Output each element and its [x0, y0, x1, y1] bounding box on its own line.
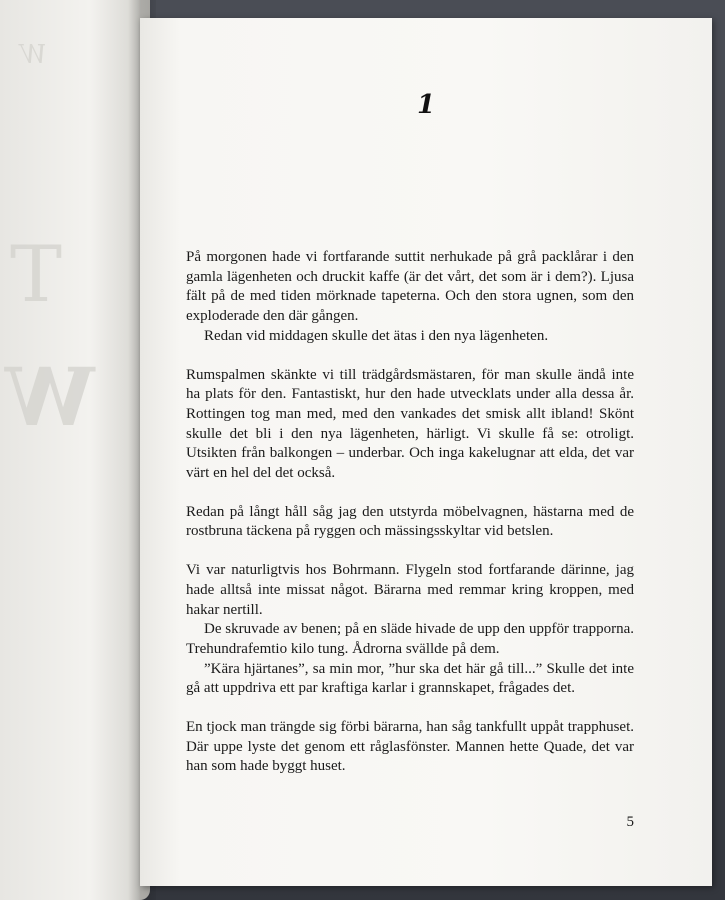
paragraph: Redan vid middagen skulle det ätas i den nya lägenheten.	[204, 327, 549, 344]
paragraph: En tjock man trängde sig förbi bärarna, han såg tankfullt uppåt trapphuset. Där uppe lyste det genom ett råglasfönster. Mannen hette Quade, det var han som hade byggt huset.	[186, 719, 634, 775]
paragraph: Vi var naturligtvis hos Bohrmann. Flygeln stod fortfarande därinne, jag hade alltså inte missat något. Bärarna med remmar kring kroppen, med hakar nertill.	[186, 562, 634, 618]
paragraph: De skruvade av benen; på en släde hivade de upp den uppför trapporna. Trehundrafemtio kilo tung. Ådrorna svällde på dem.	[186, 621, 634, 657]
right-page	[140, 18, 712, 886]
show-through-text: T	[10, 230, 63, 320]
paragraph: ”Kära hjärtanes”, sa min mor, ”hur ska det här gå till...” Skulle det inte gå att uppdriva ett par kraftiga karlar i grannskapet, frågades det.	[186, 660, 634, 697]
paragraph: Rumspalmen skänkte vi till trädgårdsmästaren, för man skulle ändå inte ha plats för den. Fantastiskt, hur den hade utvecklats under alla dessa år. Rottingen tog man med, med den vankades det smisk allt ibland! Skönt skulle det bli i den nya lägenheten, härligt. Vi skulle få se: otroligt. Utsikten från balkongen – underbar. Och inga kakelugnar att elda, det var värt en hel del det också.	[186, 366, 634, 482]
show-through-text: W	[20, 40, 47, 70]
chapter-number: 1	[416, 90, 436, 120]
body-text	[186, 248, 634, 777]
page-number: 5	[626, 814, 634, 830]
paragraph: Redan på långt håll såg jag den utstyrda möbelvagnen, hästarna med de rostbruna täckena på ryggen och mässingsskyltar vid betslen.	[186, 503, 634, 540]
paragraph: På morgonen hade vi fortfarande suttit nerhukade på grå packlårar i den gamla lägenheten och druckit kaffe (är det vårt, det som är i dem?). Ljusa fält på de med tiden mörknade tapeterna. Och den stora ugnen, som den exploderade den där gången.	[186, 249, 634, 325]
show-through-text: W	[5, 350, 95, 444]
